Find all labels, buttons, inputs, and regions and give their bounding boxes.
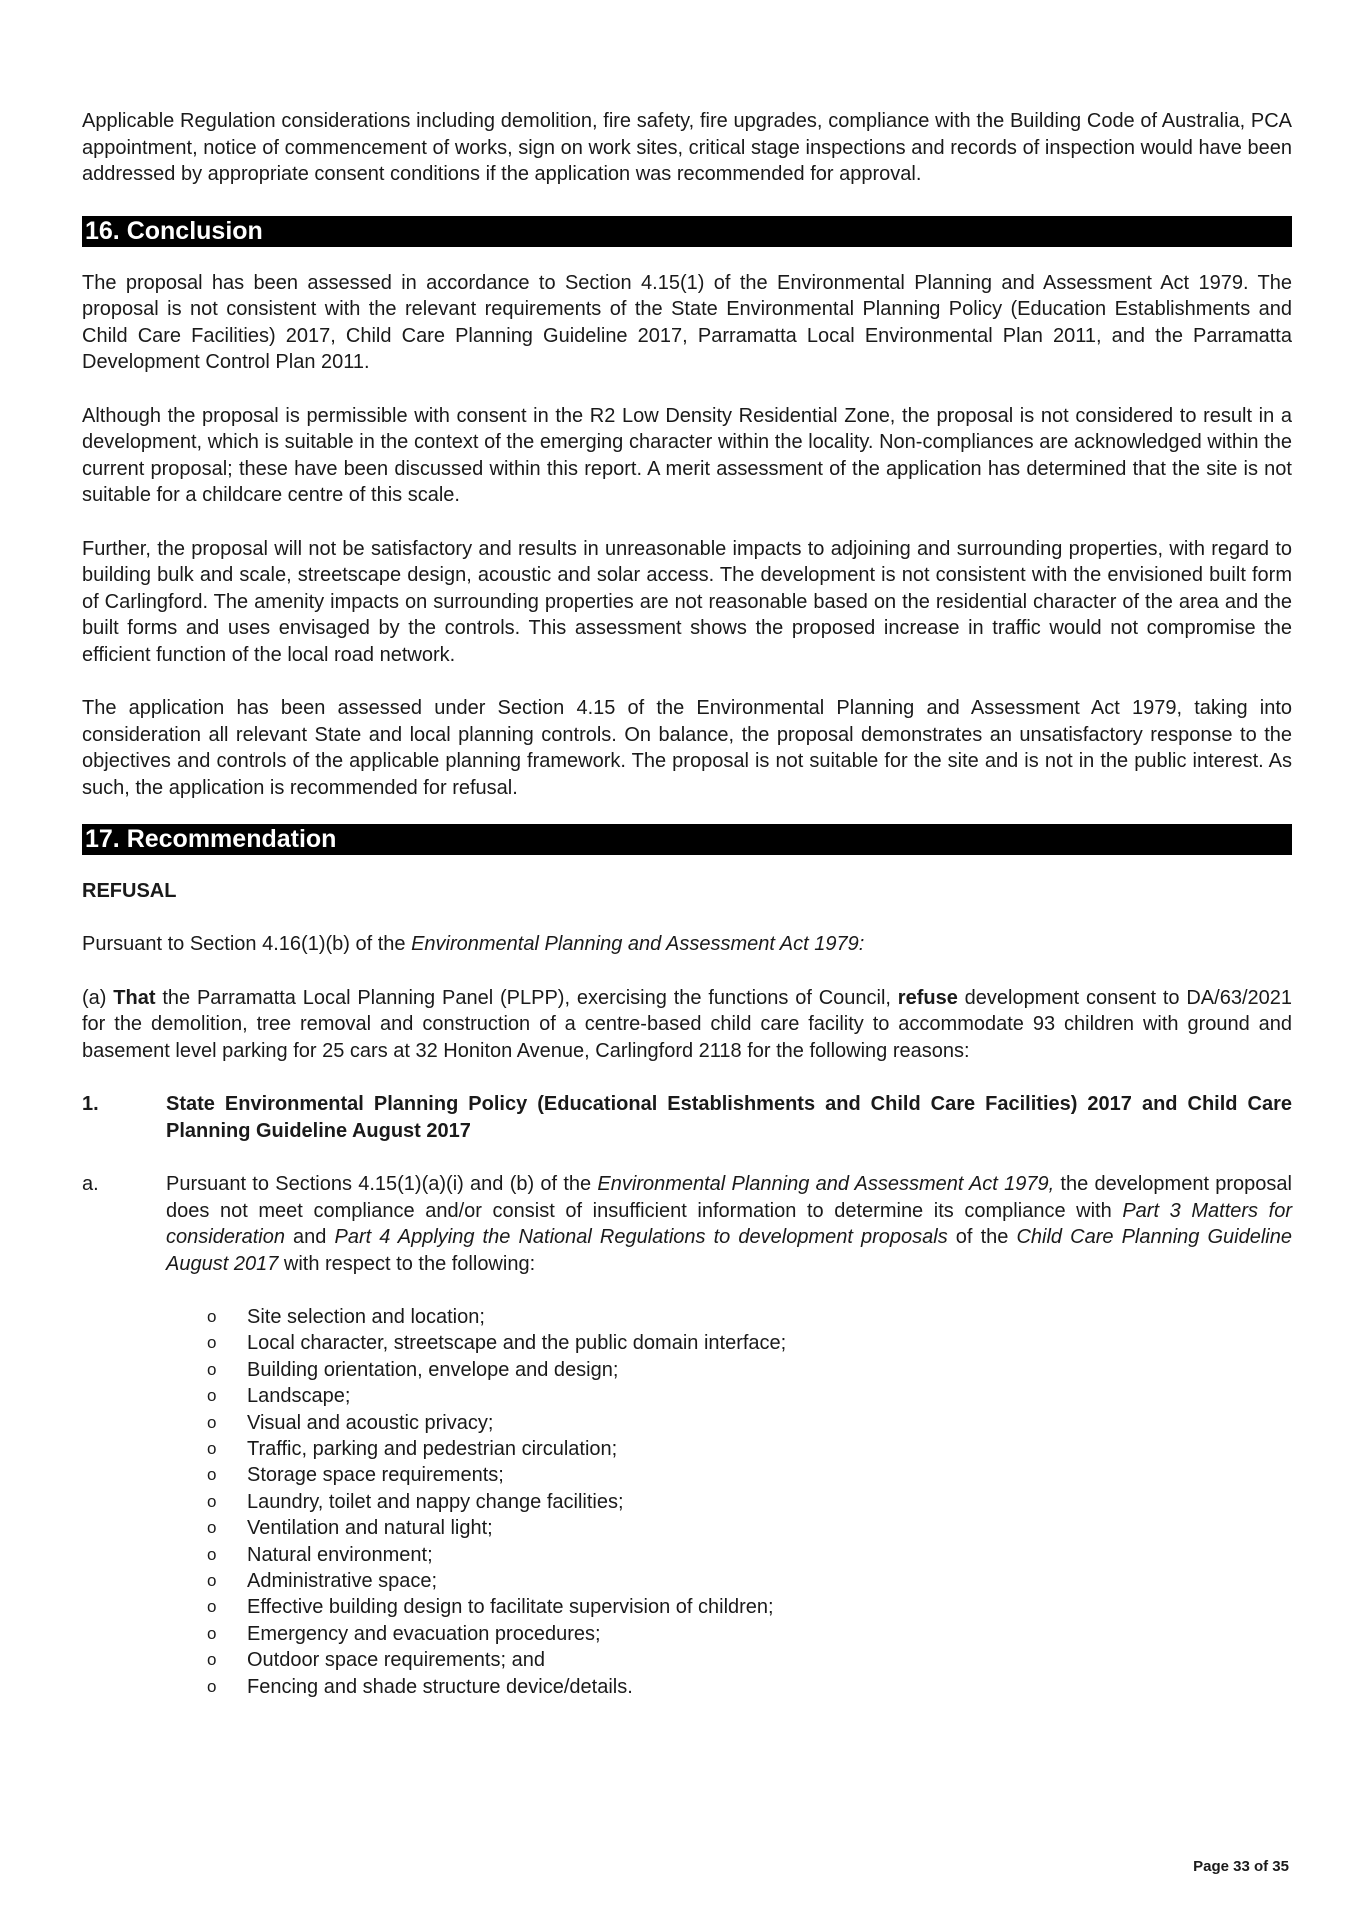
refusal-label: REFUSAL [82,880,177,902]
list-item [207,1647,1292,1673]
intro-paragraph: Applicable Regulation considerations including demolition, fire safety, fire upgrades, compliance with the Building Code of Australia, PCA appointment, notice of commencement of works, sign on work sites, critical stage inspections and records of inspection would have been addressed by appropriate consent conditions if the application was recommended for approval. [82,110,1292,185]
list-item-text: Traffic, parking and pedestrian circulation; [247,1438,618,1461]
list-item-text: Laundry, toilet and nappy change facilities; [247,1490,624,1513]
consideration-list [82,1304,1292,1700]
circle-bullet-icon: o [207,1359,217,1379]
act-name: Environmental Planning and Assessment Act 1979: [411,933,865,955]
circle-bullet-icon: o [207,1465,217,1485]
circle-bullet-icon: o [207,1439,217,1459]
circle-bullet-icon: o [207,1623,217,1643]
list-item-text: Emergency and evacuation procedures; [247,1622,601,1645]
list-item-text: Fencing and shade structure device/details. [247,1675,633,1698]
list-item-text: Natural environment; [247,1543,433,1566]
circle-bullet-icon: o [207,1491,217,1511]
reason-1a [82,1171,1292,1277]
list-item [207,1410,1292,1436]
conclusion-paragraph-1: The proposal has been assessed in accordance to Section 4.15(1) of the Environmental Planning and Assessment Act 1979. The proposal is not consistent with the relevant requirements of the State Environmental Planning Policy (Education Establishments and Child Care Facilities) 2017, Child Care Planning Guideline 2017, Parramatta Local Environmental Plan 2011, and the Parramatta Development Control Plan 2011. [82,271,1292,373]
page-number: Page 33 of 35 [1193,1858,1289,1875]
sub-reason-marker: a. [82,1173,99,1195]
list-item [207,1462,1292,1488]
list-item [207,1304,1292,1330]
refuse-emphasis: refuse [897,986,958,1009]
list-item-text: Outdoor space requirements; and [247,1649,545,1672]
list-item-text: Effective building design to facilitate supervision of children; [247,1596,774,1619]
list-item-text: Site selection and location; [247,1306,485,1328]
list-item [207,1330,1292,1356]
circle-bullet-icon: o [207,1650,217,1670]
circle-bullet-icon: o [207,1544,217,1564]
document-page [82,108,1292,1700]
list-item [207,1383,1292,1409]
sub-reason-text: Pursuant to Sections 4.15(1)(a)(i) and (b) of the Environmental Planning and Assessment Act 1979, the development proposal does not meet compliance and/or consist of insufficient information to determine its compliance with Part 3 Matters for consideration and Part 4 Applying the National Regulations to development proposals of the Child Care Planning Guideline August 2017 with respect to the following: [166,1173,1292,1275]
circle-bullet-icon: o [207,1597,217,1617]
circle-bullet-icon: o [207,1333,217,1353]
list-item [207,1542,1292,1568]
list-item-text: Visual and acoustic privacy; [247,1411,494,1434]
resolution-a: (a) That the Parramatta Local Planning Panel (PLPP), exercising the functions of Council, refuse development consent to DA/63/2021 for the demolition, tree removal and construction of a centre-based child care facility to accommodate 93 children with ground and basement level parking for 25 cars at 32 Honiton Avenue, Carlingford 2118 for the following reasons: [82,986,1292,1062]
list-item-text: Storage space requirements; [247,1464,504,1487]
conclusion-paragraph-2: Although the proposal is permissible with consent in the R2 Low Density Residential Zone, the proposal is not considered to result in a development, which is suitable in the context of the emerging character within the locality. Non-compliances are acknowledged within the current proposal; these have been discussed within this report. A merit assessment of the application has determined that the site is not suitable for a childcare centre of this scale. [82,404,1292,506]
list-item [207,1568,1292,1594]
list-item [207,1594,1292,1620]
list-item-text: Local character, streetscape and the public domain interface; [247,1332,787,1355]
conclusion-paragraph-4: The application has been assessed under Section 4.15 of the Environmental Planning and Assessment Act 1979, taking into consideration all relevant State and local planning controls. On balance, the proposal demonstrates an unsatisfactory response to the objectives and controls of the applicable planning framework. The proposal is not suitable for the site and is not in the public interest. As such, the application is recommended for refusal. [82,697,1292,799]
list-item [207,1436,1292,1462]
list-item [207,1489,1292,1515]
list-item-text: Landscape; [247,1385,351,1408]
recommendation-heading: 17. Recommendation [82,824,1292,855]
circle-bullet-icon: o [207,1386,217,1406]
circle-bullet-icon: o [207,1307,217,1326]
reason-number: 1. [82,1093,99,1115]
conclusion-heading: 16. Conclusion [82,216,1292,247]
list-item-text: Ventilation and natural light; [247,1517,493,1540]
list-item [207,1674,1292,1700]
list-item-text: Administrative space; [247,1570,438,1593]
list-item [207,1357,1292,1383]
list-item [207,1621,1292,1647]
list-item [207,1515,1292,1541]
list-item-text: Building orientation, envelope and design; [247,1358,619,1381]
pursuant-statement: Pursuant to Section 4.16(1)(b) of the Environmental Planning and Assessment Act 1979: [82,933,865,955]
circle-bullet-icon: o [207,1518,217,1538]
conclusion-paragraph-3: Further, the proposal will not be satisfactory and results in unreasonable impacts to adjoining and surrounding properties, with regard to building bulk and scale, streetscape design, acoustic and solar access. The development is not consistent with the envisioned built form of Carlingford. The amenity impacts on surrounding properties are not reasonable based on the residential character of the area and the built forms and uses envisaged by the controls. This assessment shows the proposed increase in traffic would not compromise the efficient function of the local road network. [82,537,1292,666]
reason-1 [82,1091,1292,1144]
reason-title: State Environmental Planning Policy (Educational Establishments and Child Care Facilities) 2017 and Child Care Planning Guideline August 2017 [166,1093,1292,1142]
circle-bullet-icon: o [207,1571,217,1591]
circle-bullet-icon: o [207,1676,217,1696]
circle-bullet-icon: o [207,1412,217,1432]
